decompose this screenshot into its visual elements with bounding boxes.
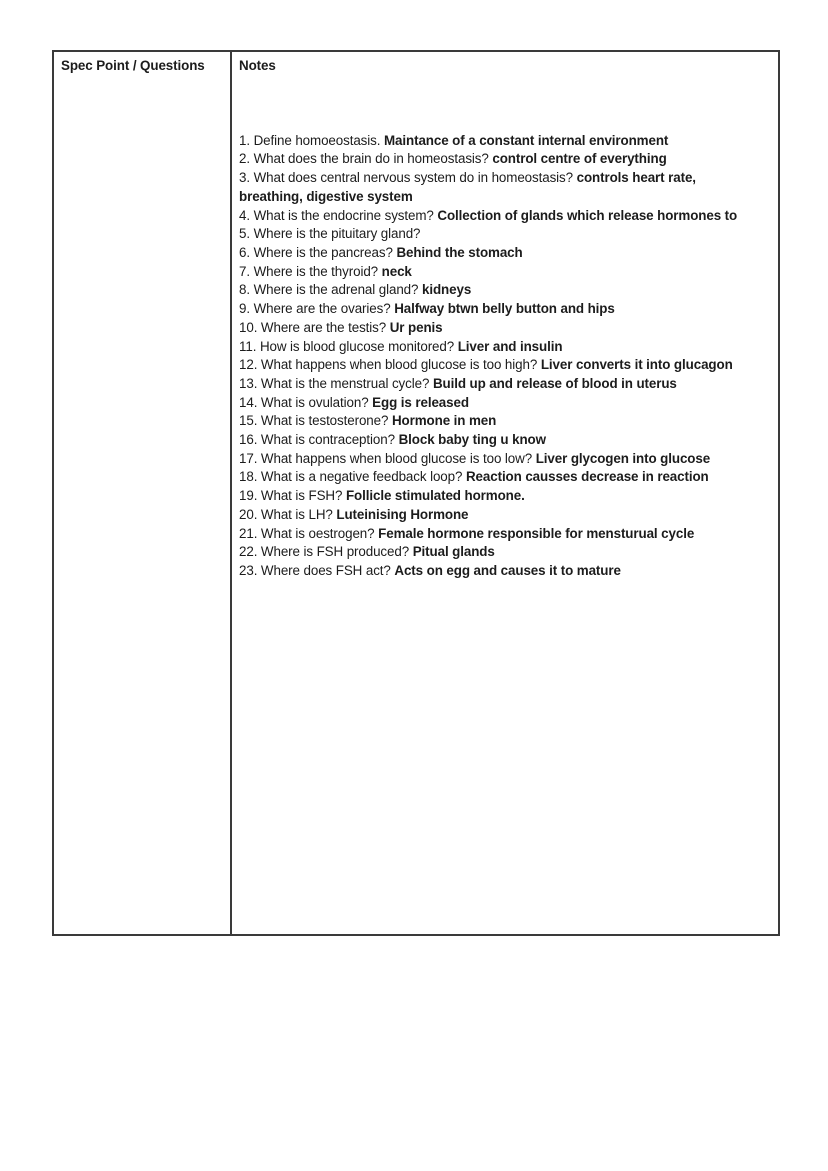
note-answer: controls heart rate, — [576, 170, 696, 186]
note-answer: Liver converts it into glucagon — [540, 357, 733, 373]
note-line — [239, 281, 771, 300]
note-answer: Reaction causses decrease in reaction — [465, 469, 709, 485]
note-line — [239, 356, 771, 375]
note-question: 20. What is LH? — [239, 506, 337, 522]
notes-column-header: Notes — [239, 58, 276, 73]
note-answer: Maintance of a constant internal environment — [383, 132, 669, 148]
spec-questions-column-header: Spec Point / Questions — [61, 58, 205, 73]
note-line — [239, 394, 771, 413]
note-answer: Collection of glands which release hormones to — [437, 207, 738, 223]
note-answer: neck — [381, 263, 412, 279]
note-question: 15. What is testosterone? — [239, 413, 392, 429]
notes-list — [239, 132, 771, 581]
note-line — [239, 543, 771, 562]
table-row — [53, 51, 779, 935]
note-question: 22. Where is FSH produced? — [239, 544, 413, 560]
note-answer: Build up and release of blood in uterus — [432, 375, 677, 391]
note-line — [239, 431, 771, 450]
note-line — [239, 562, 771, 581]
note-question: 5. Where is the pituitary gland? — [239, 226, 421, 242]
note-line — [239, 468, 771, 487]
note-question: 12. What happens when blood glucose is too high? — [239, 357, 541, 373]
note-question: 4. What is the endocrine system? — [239, 207, 438, 223]
note-line — [239, 487, 771, 506]
note-answer: Liver and insulin — [457, 338, 563, 354]
note-question: 18. What is a negative feedback loop? — [239, 469, 466, 485]
note-line — [239, 132, 771, 151]
blank-line — [239, 94, 771, 113]
blank-line — [239, 113, 771, 132]
note-line — [239, 375, 771, 394]
note-line — [239, 263, 771, 282]
note-line — [239, 300, 771, 319]
note-question: 9. Where are the ovaries? — [239, 301, 395, 317]
note-answer: Hormone in men — [391, 413, 497, 429]
note-question: 10. Where are the testis? — [239, 319, 390, 335]
note-question: 17. What happens when blood glucose is too low? — [239, 450, 536, 466]
note-line — [239, 412, 771, 431]
note-answer: Liver glycogen into glucose — [535, 450, 711, 466]
note-question: 21. What is oestrogen? — [239, 525, 379, 541]
note-question: 13. What is the menstrual cycle? — [239, 375, 433, 391]
note-line — [239, 506, 771, 525]
note-answer: Behind the stomach — [396, 244, 523, 260]
note-line — [239, 525, 771, 544]
note-answer-continued: breathing, digestive system — [239, 188, 413, 204]
note-answer: Follicle stimulated hormone. — [345, 488, 525, 504]
note-question: 7. Where is the thyroid? — [239, 263, 382, 279]
note-line — [239, 244, 771, 263]
note-question: 8. Where is the adrenal gland? — [239, 282, 422, 298]
note-question: 23. Where does FSH act? — [239, 562, 395, 578]
note-answer: Luteinising Hormone — [336, 506, 469, 522]
note-answer: kidneys — [422, 282, 472, 298]
note-question: 6. Where is the pancreas? — [239, 244, 397, 260]
notes-cell — [231, 51, 779, 935]
note-answer: Block baby ting u know — [398, 432, 546, 448]
revision-notes-table — [52, 50, 780, 936]
spec-questions-cell — [53, 51, 231, 935]
note-answer: Ur penis — [389, 319, 443, 335]
note-line — [239, 207, 771, 226]
note-line — [239, 450, 771, 469]
note-question: 1. Define homoeostasis. — [239, 132, 384, 148]
note-line — [239, 150, 771, 169]
note-line — [239, 319, 771, 338]
blank-line — [239, 76, 771, 95]
note-answer: Female hormone responsible for mensturual cycle — [378, 525, 695, 541]
note-line — [239, 169, 771, 188]
note-answer: Halfway btwn belly button and hips — [394, 301, 615, 317]
note-question: 3. What does central nervous system do in homeostasis? — [239, 170, 577, 186]
note-question: 11. How is blood glucose monitored? — [239, 338, 458, 354]
note-question: 16. What is contraception? — [239, 432, 399, 448]
note-answer: Egg is released — [372, 394, 469, 410]
note-answer: Acts on egg and causes it to mature — [394, 562, 621, 578]
note-answer: control centre of everything — [492, 151, 667, 167]
note-question: 2. What does the brain do in homeostasis? — [239, 151, 493, 167]
note-line-continuation — [239, 188, 771, 207]
note-answer: Pitual glands — [412, 544, 495, 560]
note-question: 19. What is FSH? — [239, 488, 346, 504]
note-line — [239, 338, 771, 357]
note-question: 14. What is ovulation? — [239, 394, 373, 410]
note-line — [239, 225, 771, 244]
